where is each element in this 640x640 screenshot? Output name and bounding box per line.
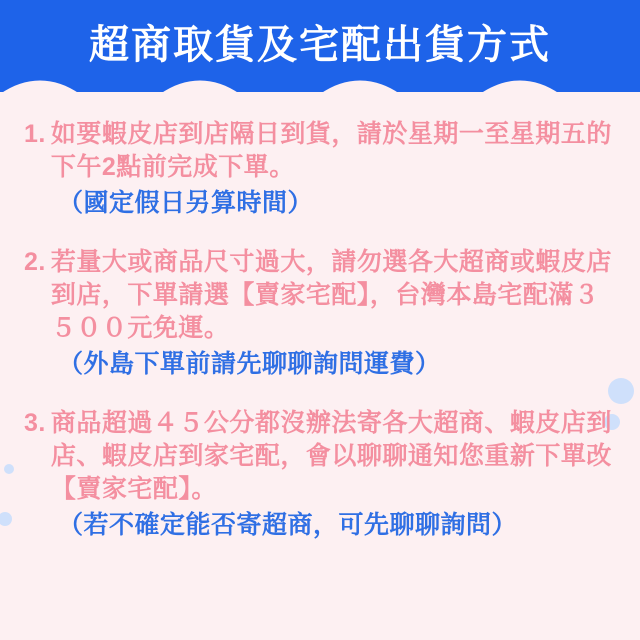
list-item-note: （外島下單前請先聊聊詢問運費） <box>58 350 441 378</box>
list-item <box>24 407 616 542</box>
list-item-number: 1. <box>24 120 46 148</box>
list-item-text: 若量大或商品尺寸過大，請勿選各大超商或蝦皮店到店，下單請選【賣家宅配】，台灣本島宅配滿３５００元免運。 <box>50 248 612 342</box>
list-item-number: 3. <box>24 409 46 437</box>
list-item-note: （若不確定能否寄超商，可先聊聊詢問） <box>58 511 518 539</box>
instructions-list <box>0 92 640 542</box>
list-item-note: （國定假日另算時間） <box>58 189 314 217</box>
page-title: 超商取貨及宅配出貨方式 <box>89 23 551 67</box>
list-item-text: 如要蝦皮店到店隔日到貨，請於星期一至星期五的下午2點前完成下單。 <box>50 120 612 181</box>
list-item-main <box>24 246 616 345</box>
list-item-main <box>24 118 616 184</box>
list-item-text: 商品超過４５公分都沒辦法寄各大超商、蝦皮店到店、蝦皮店到家宅配，會以聊聊通知您重新下單改【賣家宅配】。 <box>50 409 612 503</box>
list-item-number: 2. <box>24 248 46 276</box>
list-item <box>24 118 616 220</box>
list-item-main <box>24 407 616 506</box>
content-panel <box>0 92 640 640</box>
list-item <box>24 246 616 381</box>
